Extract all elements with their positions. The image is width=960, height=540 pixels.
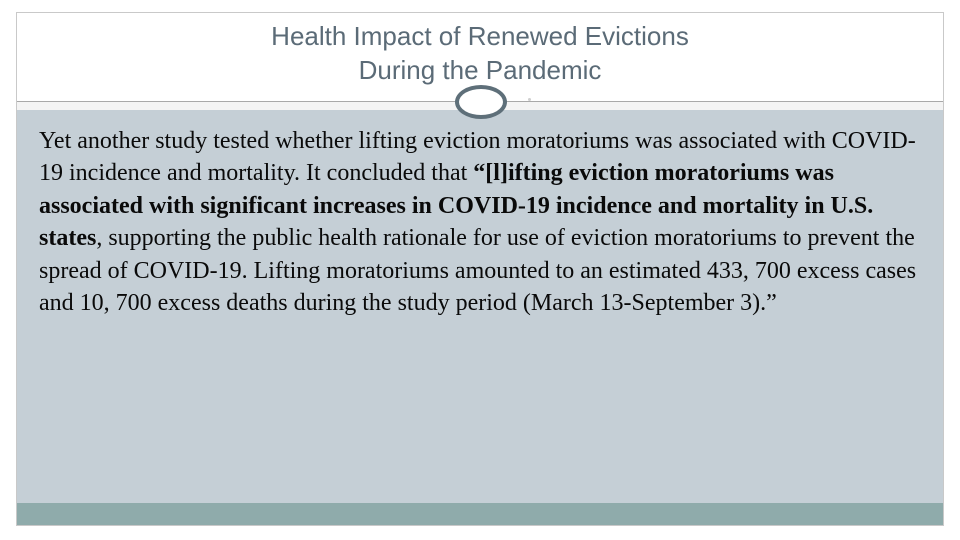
footer-bar bbox=[17, 503, 943, 525]
paragraph-quote-bold: “[l]ifting eviction moratoriums was associated with significant increases in COVID-19 incidence and mortality in U.S. states bbox=[39, 160, 874, 252]
title-line-2: During the Pandemic bbox=[358, 55, 602, 85]
ornament-dot bbox=[528, 98, 531, 101]
title-line-1: Health Impact of Renewed Evictions bbox=[271, 21, 689, 51]
slide-title bbox=[17, 19, 943, 87]
paragraph-intro: Yet another study tested whether lifting eviction moratoriums was associated with COVID-19 incidence and mortality. It concluded that bbox=[39, 128, 916, 187]
paragraph-quote-rest: , supporting the public health rationale for use of eviction moratoriums to prevent the spread of COVID-19. Lifting moratoriums amounted to an estimated 433, 700 excess cases and 10, 700 excess deaths during the study period (March 13-September 3).” bbox=[39, 225, 917, 317]
ring-ornament-icon bbox=[455, 85, 507, 119]
body-paragraph bbox=[39, 125, 929, 319]
slide bbox=[16, 12, 944, 526]
